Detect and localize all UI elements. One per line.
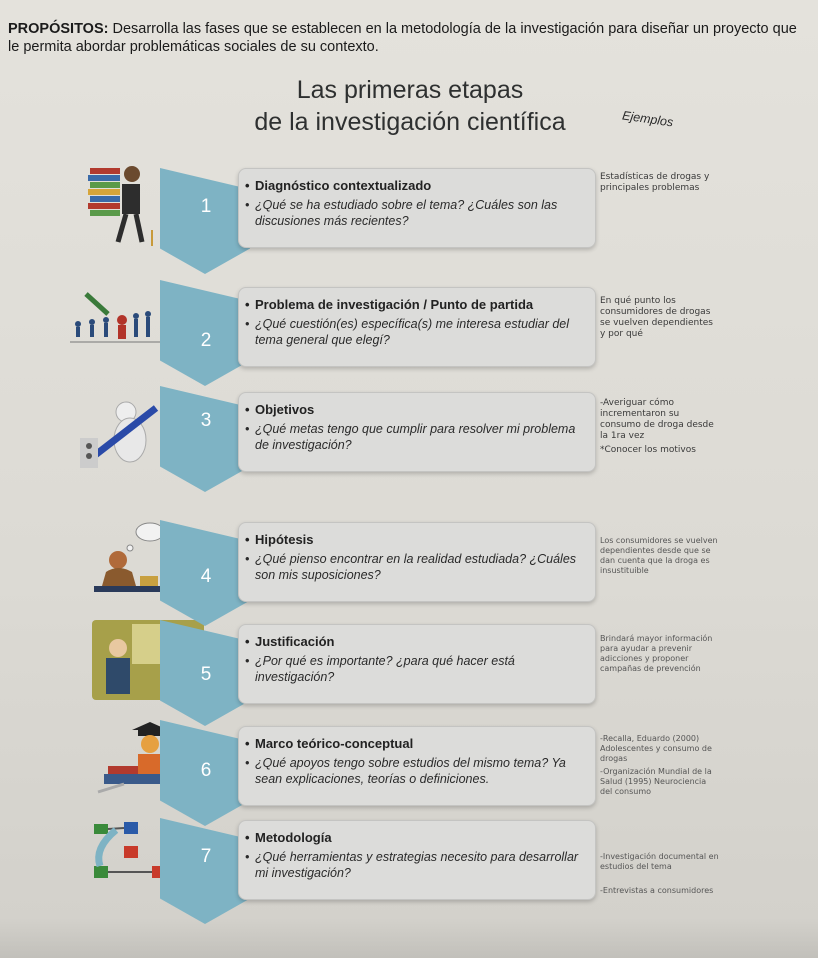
example-text: -Entrevistas a consumidores [600,886,714,895]
photo-shadow [0,918,818,958]
step-number-7: 7 [200,846,212,867]
step-question-2: • ¿Qué cuestión(es) específica(s) me interesa estudiar del tema general que elegí? [255,316,585,348]
step-heading-6: • Marco teórico-conceptual [255,736,585,752]
title-line-2: de la investigación científica [254,108,566,136]
example-text: Estadísticas de drogas y principales problemas [600,172,710,193]
student-with-books-icon [82,160,162,250]
step-card-5 [238,624,596,704]
step-chevron-3 [160,386,250,492]
example-text: -Organización Mundial de la Salud (1995) Neurociencia del consumo [600,767,712,796]
step-number-2: 2 [200,330,212,351]
step-number-4: 4 [200,566,212,587]
target-dart-icon [76,384,166,474]
step-question-6: • ¿Qué apoyos tengo sobre estudios del mismo tema? Ya sean explicaciones, teorías o definiciones. [255,755,585,787]
example-text: *Conocer los motivos [600,445,696,455]
step-heading-7: • Metodología [255,830,585,846]
example-text: Brindará mayor información para ayudar a prevenir adicciones y proponer campañas de prevención [600,634,713,673]
step-card-2 [238,287,596,367]
step-heading-4: • Hipótesis [255,532,585,548]
step-card-7 [238,820,596,900]
step-question-1: • ¿Qué se ha estudiado sobre el tema? ¿Cuáles son las discusiones más recientes? [255,197,585,229]
step-card-6 [238,726,596,806]
example-text: Los consumidores se vuelven dependientes desde que se dan cuenta que la droga es insustituible [600,536,718,575]
step-examples-4 [600,536,720,579]
step-chevron-7 [160,818,250,924]
step-heading-3: • Objetivos [255,402,585,418]
example-text: En qué punto los consumidores de drogas se vuelven dependientes y por qué [600,296,713,339]
step-card-1 [238,168,596,248]
step-chevron-1 [160,168,250,274]
step-question-7: • ¿Qué herramientas y estrategias necesito para desarrollar mi investigación? [255,849,585,881]
step-examples-3 [600,398,720,459]
example-text: -Recalla, Eduardo (2000) Adolescentes y consumo de drogas [600,734,712,763]
step-heading-1: • Diagnóstico contextualizado [255,178,585,194]
purpose-body: Desarrolla las fases que se establecen en la metodología de la investigación para diseñar un proyecto que le permita abordar problemáticas sociales de su contexto. [8,21,797,55]
step-card-3 [238,392,596,472]
step-examples-6 [600,734,720,800]
step-question-3: • ¿Qué metas tengo que cumplir para resolver mi problema de investigación? [255,421,585,453]
step-number-1: 1 [200,196,212,217]
people-chart-icon [62,284,172,354]
step-question-4: • ¿Qué pienso encontrar en la realidad estudiada? ¿Cuáles son mis suposiciones? [255,551,585,583]
title-line-1: Las primeras etapas [296,76,524,104]
purpose-text [8,20,808,56]
step-examples-7 [600,852,720,899]
page-title [200,74,620,138]
purpose-label: PROPÓSITOS: [8,21,109,37]
step-number-6: 6 [200,760,212,781]
example-text: -Investigación documental en estudios del tema [600,852,719,871]
step-number-5: 5 [200,664,212,685]
step-question-5: • ¿Por qué es importante? ¿para qué hacer está investigación? [255,653,585,685]
step-heading-2: • Problema de investigación / Punto de partida [255,297,585,313]
example-text: -Averiguar cómo incrementaron su consumo de droga desde la 1ra vez [600,398,714,441]
step-heading-5: • Justificación [255,634,585,650]
step-card-4 [238,522,596,602]
examples-header: Ejemplos [621,108,675,130]
step-examples-2 [600,296,720,343]
step-examples-1 [600,172,720,197]
step-number-3: 3 [200,410,212,431]
step-examples-5 [600,634,720,677]
